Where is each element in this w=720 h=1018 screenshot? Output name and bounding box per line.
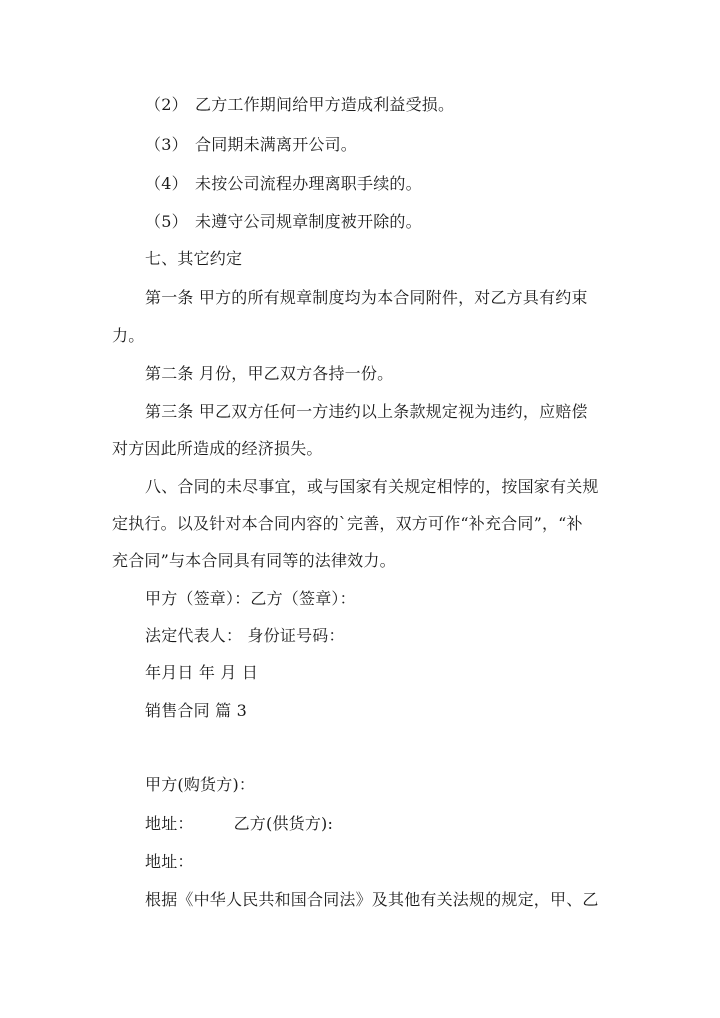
item-text: 合同期未满离开公司。 <box>195 135 358 154</box>
section-heading: 七、其它约定 <box>145 249 243 268</box>
item-number: （3） <box>145 135 188 154</box>
list-item <box>0 173 720 195</box>
supplier-label: 乙方(供货方): <box>233 814 334 833</box>
list-item <box>0 211 720 233</box>
address-line: 地址： <box>145 852 194 871</box>
item-text: 乙方工作期间给甲方造成利益受损。 <box>195 95 455 114</box>
representative-line: 法定代表人： 身份证号码： <box>145 626 345 645</box>
paragraph-line: 第三条 甲乙双方任何一方违约以上条款规定视为违约，应赔偿 <box>145 402 588 421</box>
address-line <box>0 813 720 835</box>
document-heading: 销售合同 篇 3 <box>145 701 247 720</box>
paragraph-line: 力。 <box>112 326 145 345</box>
paragraph-line: 充合同”与本合同具有同等的法律效力。 <box>112 551 396 570</box>
paragraph-line: 第二条 月份，甲乙双方各持一份。 <box>145 364 394 383</box>
paragraph-line: 定执行。以及针对本合同内容的`完善，双方可作“补充合同”，“补 <box>112 514 583 533</box>
buyer-line: 甲方(购货方)： <box>145 775 256 794</box>
item-text: 未遵守公司规章制度被开除的。 <box>195 212 422 231</box>
list-item <box>0 134 720 156</box>
signature-line: 甲方（签章）：乙方（签章）： <box>145 589 356 608</box>
paragraph-line: 根据《中华人民共和国合同法》及其他有关法规的规定，甲、乙 <box>145 890 599 909</box>
paragraph-line: 八、合同的未尽事宜，或与国家有关规定相悖的，按国家有关规 <box>145 477 599 496</box>
date-line: 年月日 年 月 日 <box>145 663 259 682</box>
item-number: （2） <box>145 95 188 114</box>
item-number: （4） <box>145 174 188 193</box>
item-text: 未按公司流程办理离职手续的。 <box>195 174 422 193</box>
list-item <box>0 94 720 116</box>
paragraph-line: 第一条 甲方的所有规章制度均为本合同附件，对乙方具有约束 <box>145 288 588 307</box>
address-label: 地址： <box>145 814 194 833</box>
paragraph-line: 对方因此所造成的经济损失。 <box>112 439 323 458</box>
item-number: （5） <box>145 212 188 231</box>
